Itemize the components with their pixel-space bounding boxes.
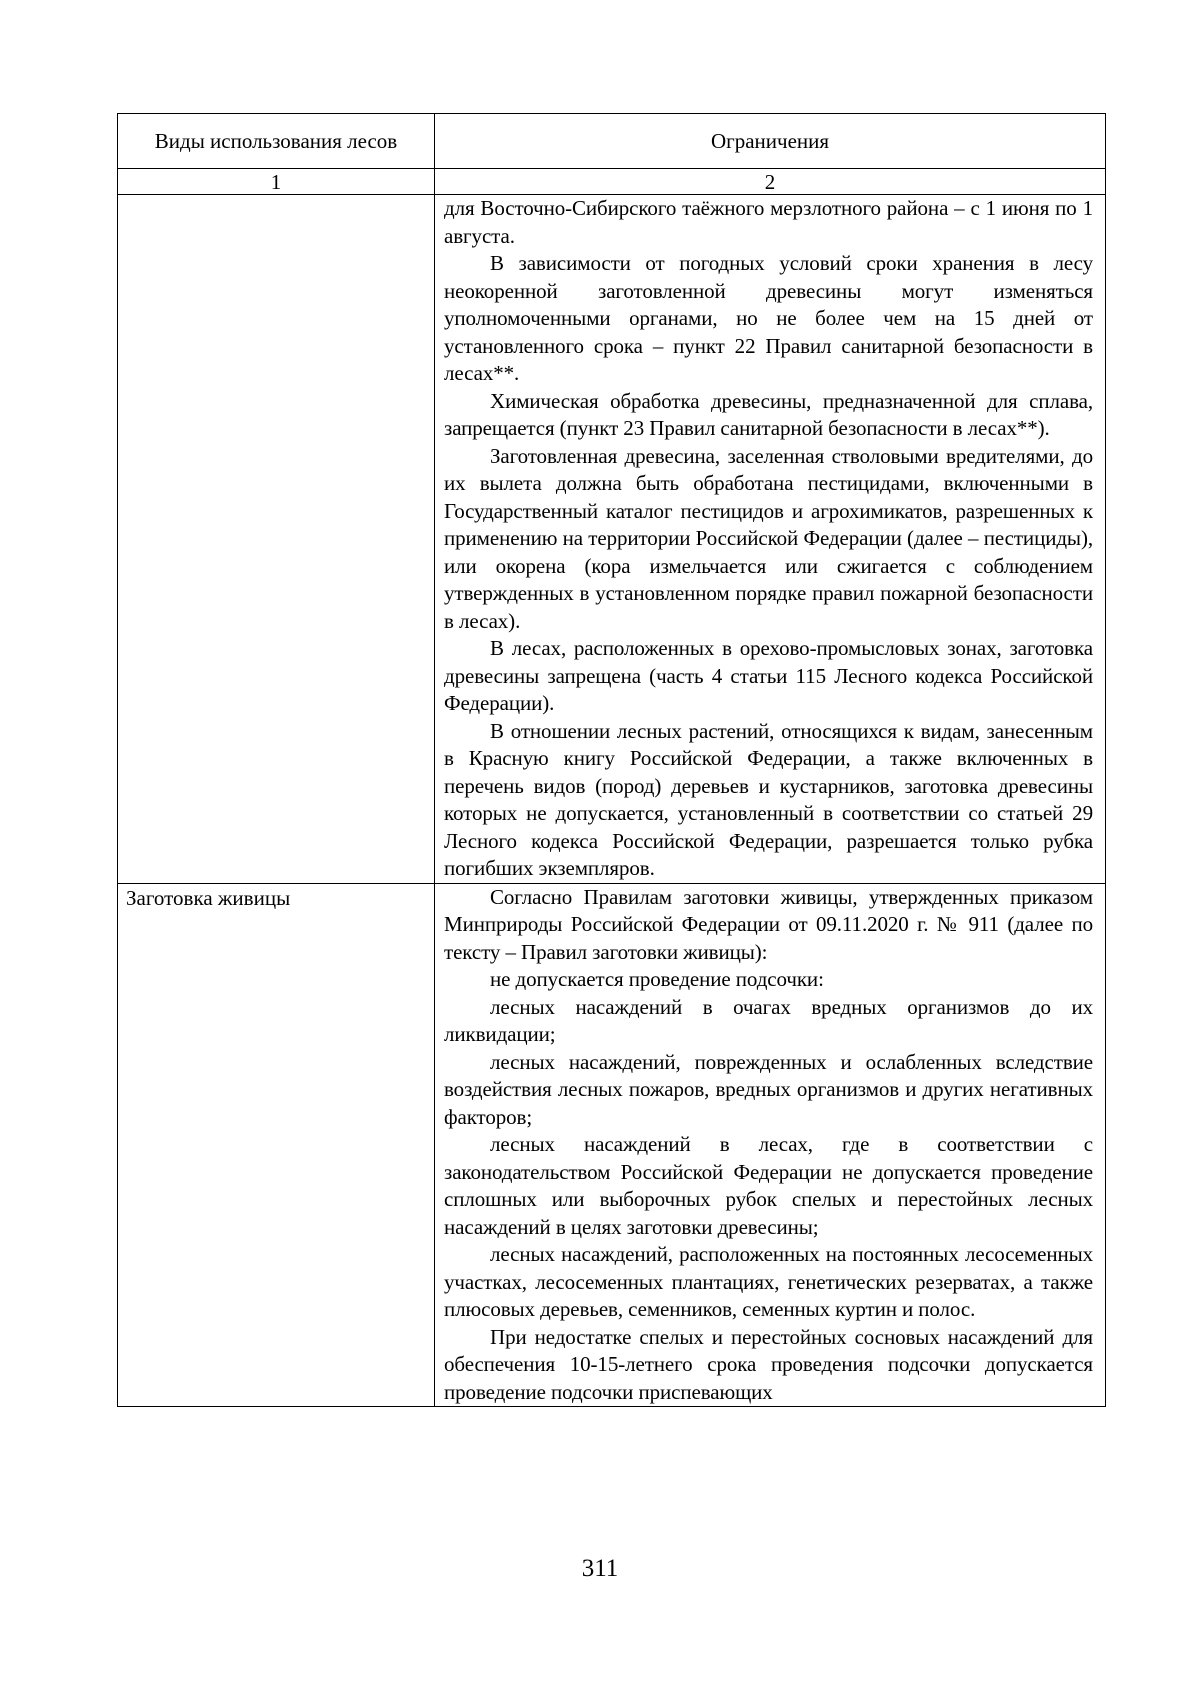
column-number-2: 2 [435,169,1106,195]
restriction-paragraph: При недостатке спелых и перестойных сосновых насаждений для обеспечения 10-15-летнего срока проведения подсочки допускается проведение подсочки приспевающих [444,1324,1093,1404]
header-forest-use-types: Виды использования лесов [118,114,435,169]
restriction-paragraph: для Восточно-Сибирского таёжного мерзлотного района – с 1 июня по 1 августа. [444,196,1093,248]
table-header-row [118,114,1106,169]
restriction-paragraph: Заготовленная древесина, заселенная стволовыми вредителями, до их вылета должна быть обработана пестицидами, включенными в Государственный каталог пестицидов и агрохимикатов, разрешенных к применению на территории Российской Федерации (далее – пестициды), или окорена (кора измельчается или сжигается с соблюдением утвержденных в установленном порядке правил пожарной безопасности в лесах). [444,443,1093,633]
restrictions-table [117,113,1106,1407]
restriction-paragraph: не допускается проведение подсочки: [490,967,824,991]
restriction-paragraph: лесных насаждений, расположенных на постоянных лесосеменных участках, лесосеменных плантациях, генетических резерватах, а также плюсовых деревьев, семенников, семенных куртин и полос. [444,1242,1093,1321]
page-number: 311 [581,1555,619,1582]
forest-use-type-cell: Заготовка живицы [118,883,435,1407]
forest-use-type-cell [118,195,435,884]
restriction-paragraph: лесных насаждений, поврежденных и ослабленных вследствие воздействия лесных пожаров, вредных организмов и других негативных факторов; [444,1049,1093,1129]
restriction-paragraph: Химическая обработка древесины, предназначенной для сплава, запрещается (пункт 23 Правил санитарной безопасности в лесах**). [444,388,1093,440]
header-restrictions: Ограничения [435,114,1106,169]
restriction-paragraph: лесных насаждений в очагах вредных организмов до их ликвидации; [444,994,1093,1046]
column-number-1: 1 [118,169,435,195]
restriction-paragraph: В зависимости от погодных условий сроки хранения в лесу неокоренной заготовленной древесины могут изменяться уполномоченными органами, но не более чем на 15 дней от установленного срока – пункт 22 Правил санитарной безопасности в лесах**. [444,251,1093,385]
restrictions-cell [435,883,1106,1407]
restriction-paragraph: Согласно Правилам заготовки живицы, утвержденных приказом Минприроды Российской Федерации от 09.11.2020 г. № 911 (далее по тексту – Правил заготовки живицы): [444,884,1093,964]
restrictions-cell [435,195,1106,884]
column-numbers-row [118,169,1106,195]
restriction-paragraph: В отношении лесных растений, относящихся к видам, занесенным в Красную книгу Российской Федерации, а также включенных в перечень видов (пород) деревьев и кустарников, заготовка древесины которых не допускается, установленный в соответствии со статьей 29 Лесного кодекса Российской Федерации, разрешается только рубка погибших экземпляров. [444,718,1093,880]
table-row [118,195,1106,884]
restriction-paragraph: лесных насаждений в лесах, где в соответствии с законодательством Российской Федерации не допускается проведение сплошных или выборочных рубок спелых и перестойных лесных насаждений в целях заготовки древесины; [444,1132,1093,1239]
restriction-paragraph: В лесах, расположенных в орехово-промысловых зонах, заготовка древесины запрещена (часть 4 статьи 115 Лесного кодекса Российской Федерации). [444,636,1093,715]
table-row [118,883,1106,1407]
